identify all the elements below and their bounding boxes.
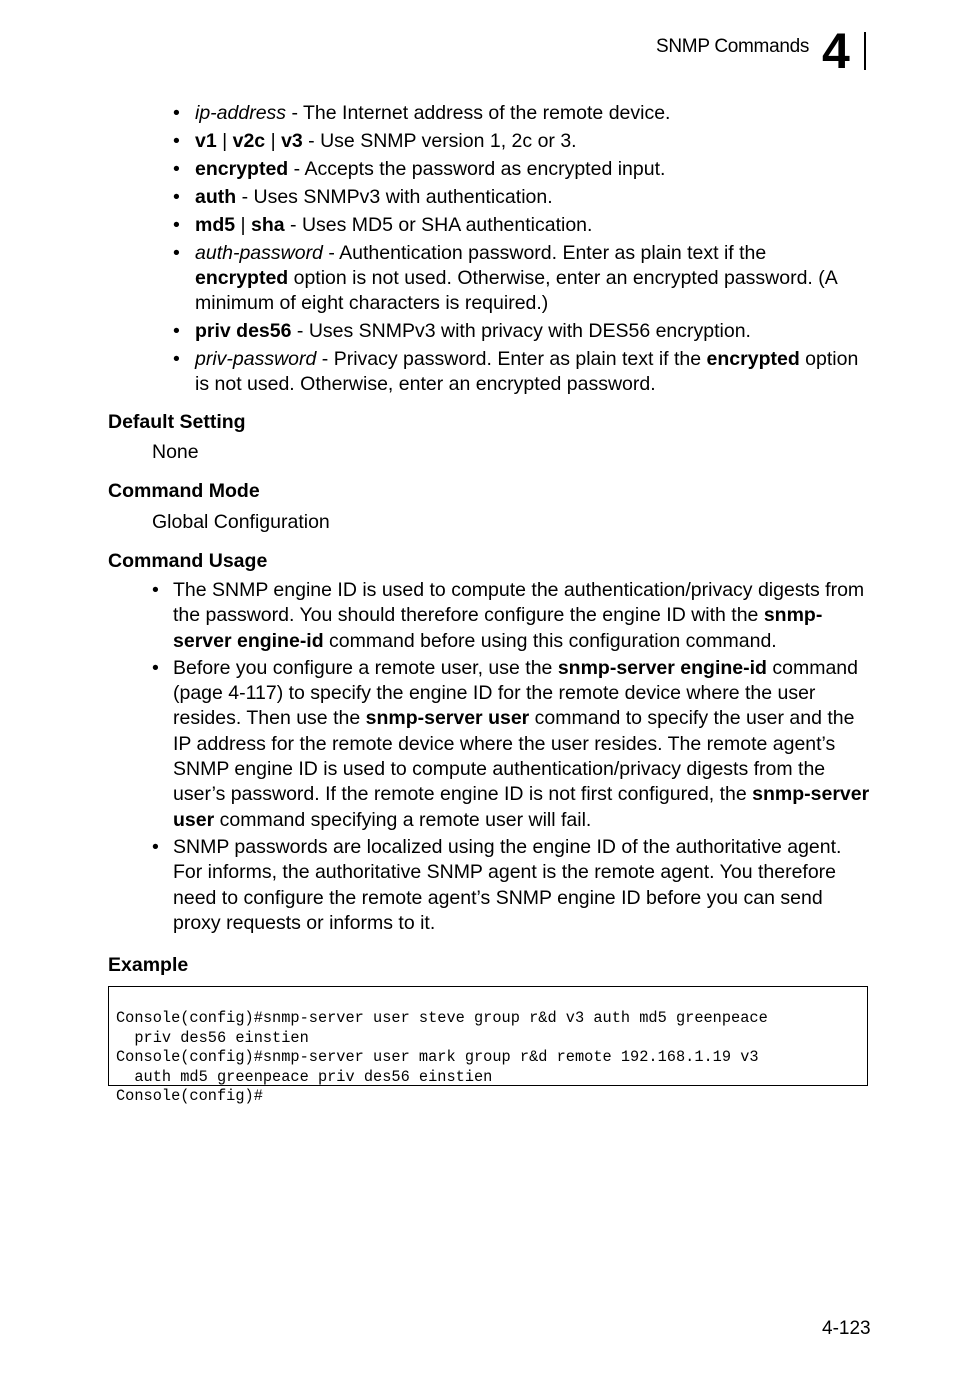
usage-command: snmp-server engine-id (557, 656, 767, 679)
param-desc: - Uses SNMPv3 with authentication. (236, 186, 553, 208)
param-priv-password (170, 347, 860, 397)
usage-command: snmp-server user (365, 707, 530, 730)
code-line: priv des56 einstien (116, 1028, 309, 1047)
param-term: priv des56 (195, 320, 292, 342)
param-encrypted (170, 157, 860, 182)
param-separator: | (265, 130, 282, 152)
usage-text: SNMP passwords are localized using the engine ID of the authoritative agent. For informs, the authoritative SNMP agent is the remote agent. You therefore need to configure the remote agent’s SNMP engine ID before you can send proxy requests or informs to it. (173, 835, 842, 934)
param-separator: | (235, 214, 252, 236)
param-term: v1 (195, 130, 217, 152)
code-line: Console(config)# (116, 1087, 263, 1106)
param-desc: - Use SNMP version 1, 2c or 3. (302, 130, 577, 152)
param-desc: - Accepts the password as encrypted input. (288, 158, 666, 180)
chapter-divider (864, 32, 866, 70)
code-line: auth md5 greenpeace priv des56 einstien (116, 1067, 493, 1086)
param-term: encrypted (195, 158, 289, 180)
param-term: v3 (281, 130, 303, 152)
usage-text: command to specify the user and the IP address for the remote device where the user resides. The remote agent’s SNMP engine ID is used to compute authentication/privacy digests from the user’s password. If the remote engine ID is not first configured, the (173, 707, 855, 806)
command-mode-heading: Command Mode (108, 480, 260, 502)
usage-text: command before using this configuration command. (323, 629, 777, 652)
param-term: v2c (232, 130, 266, 152)
code-line: Console(config)#snmp-server user steve group r&d v3 auth md5 greenpeace (116, 1009, 768, 1028)
param-priv-des56 (170, 319, 860, 344)
param-version (170, 129, 860, 154)
usage-text: command (page 4-117) to specify the engine ID for the remote device where the user resides. Then use the (173, 656, 858, 730)
usage-item (150, 578, 870, 654)
param-term: auth (195, 186, 237, 208)
param-desc: - Privacy password. Enter as plain text if the (316, 348, 707, 370)
param-desc: - The Internet address of the remote device. (286, 102, 671, 124)
command-usage-heading: Command Usage (108, 550, 268, 572)
code-example (108, 986, 868, 1106)
param-desc: - Uses MD5 or SHA authentication. (284, 214, 593, 236)
param-term: ip-address (195, 102, 287, 124)
default-setting-value: None (152, 441, 199, 463)
usage-text: Before you configure a remote user, use the (173, 656, 558, 679)
param-auth (170, 185, 860, 210)
param-desc: - Uses SNMPv3 with privacy with DES56 encryption. (291, 320, 751, 342)
default-setting-heading: Default Setting (108, 411, 246, 433)
running-header: SNMP Commands (656, 36, 810, 57)
param-auth-password (170, 241, 860, 316)
usage-item (150, 656, 870, 833)
param-desc: - Authentication password. Enter as plain text if the (322, 242, 767, 264)
param-term: auth-password (195, 242, 323, 264)
usage-command: snmp-server user (173, 783, 870, 831)
param-desc: option is not used. Otherwise, enter an encrypted password. (A minimum of eight characters is required.) (195, 267, 837, 314)
parameter-list (170, 101, 860, 400)
param-desc: option is not used. Otherwise, enter an encrypted password. (195, 348, 859, 395)
param-term: priv-password (195, 348, 317, 370)
usage-command: snmp-server engine-id (173, 604, 823, 652)
param-term: md5 (195, 214, 236, 236)
param-md5-sha (170, 213, 860, 238)
code-line: Console(config)#snmp-server user mark group r&d remote 192.168.1.19 v3 (116, 1048, 759, 1067)
chapter-number: 4 (822, 23, 850, 79)
param-keyword: encrypted (195, 267, 289, 289)
example-heading: Example (108, 954, 189, 976)
page-number: 4-123 (822, 1318, 871, 1339)
usage-text: The SNMP engine ID is used to compute the authentication/privacy digests from the password. You should therefore configure the engine ID with the (173, 579, 865, 627)
param-ip-address (170, 101, 860, 126)
usage-item (150, 835, 870, 936)
param-term: sha (251, 214, 285, 236)
param-keyword: encrypted (706, 348, 800, 370)
usage-list (150, 578, 870, 938)
command-mode-value: Global Configuration (152, 511, 330, 533)
param-separator: | (216, 130, 233, 152)
usage-text: command specifying a remote user will fail. (214, 808, 592, 831)
